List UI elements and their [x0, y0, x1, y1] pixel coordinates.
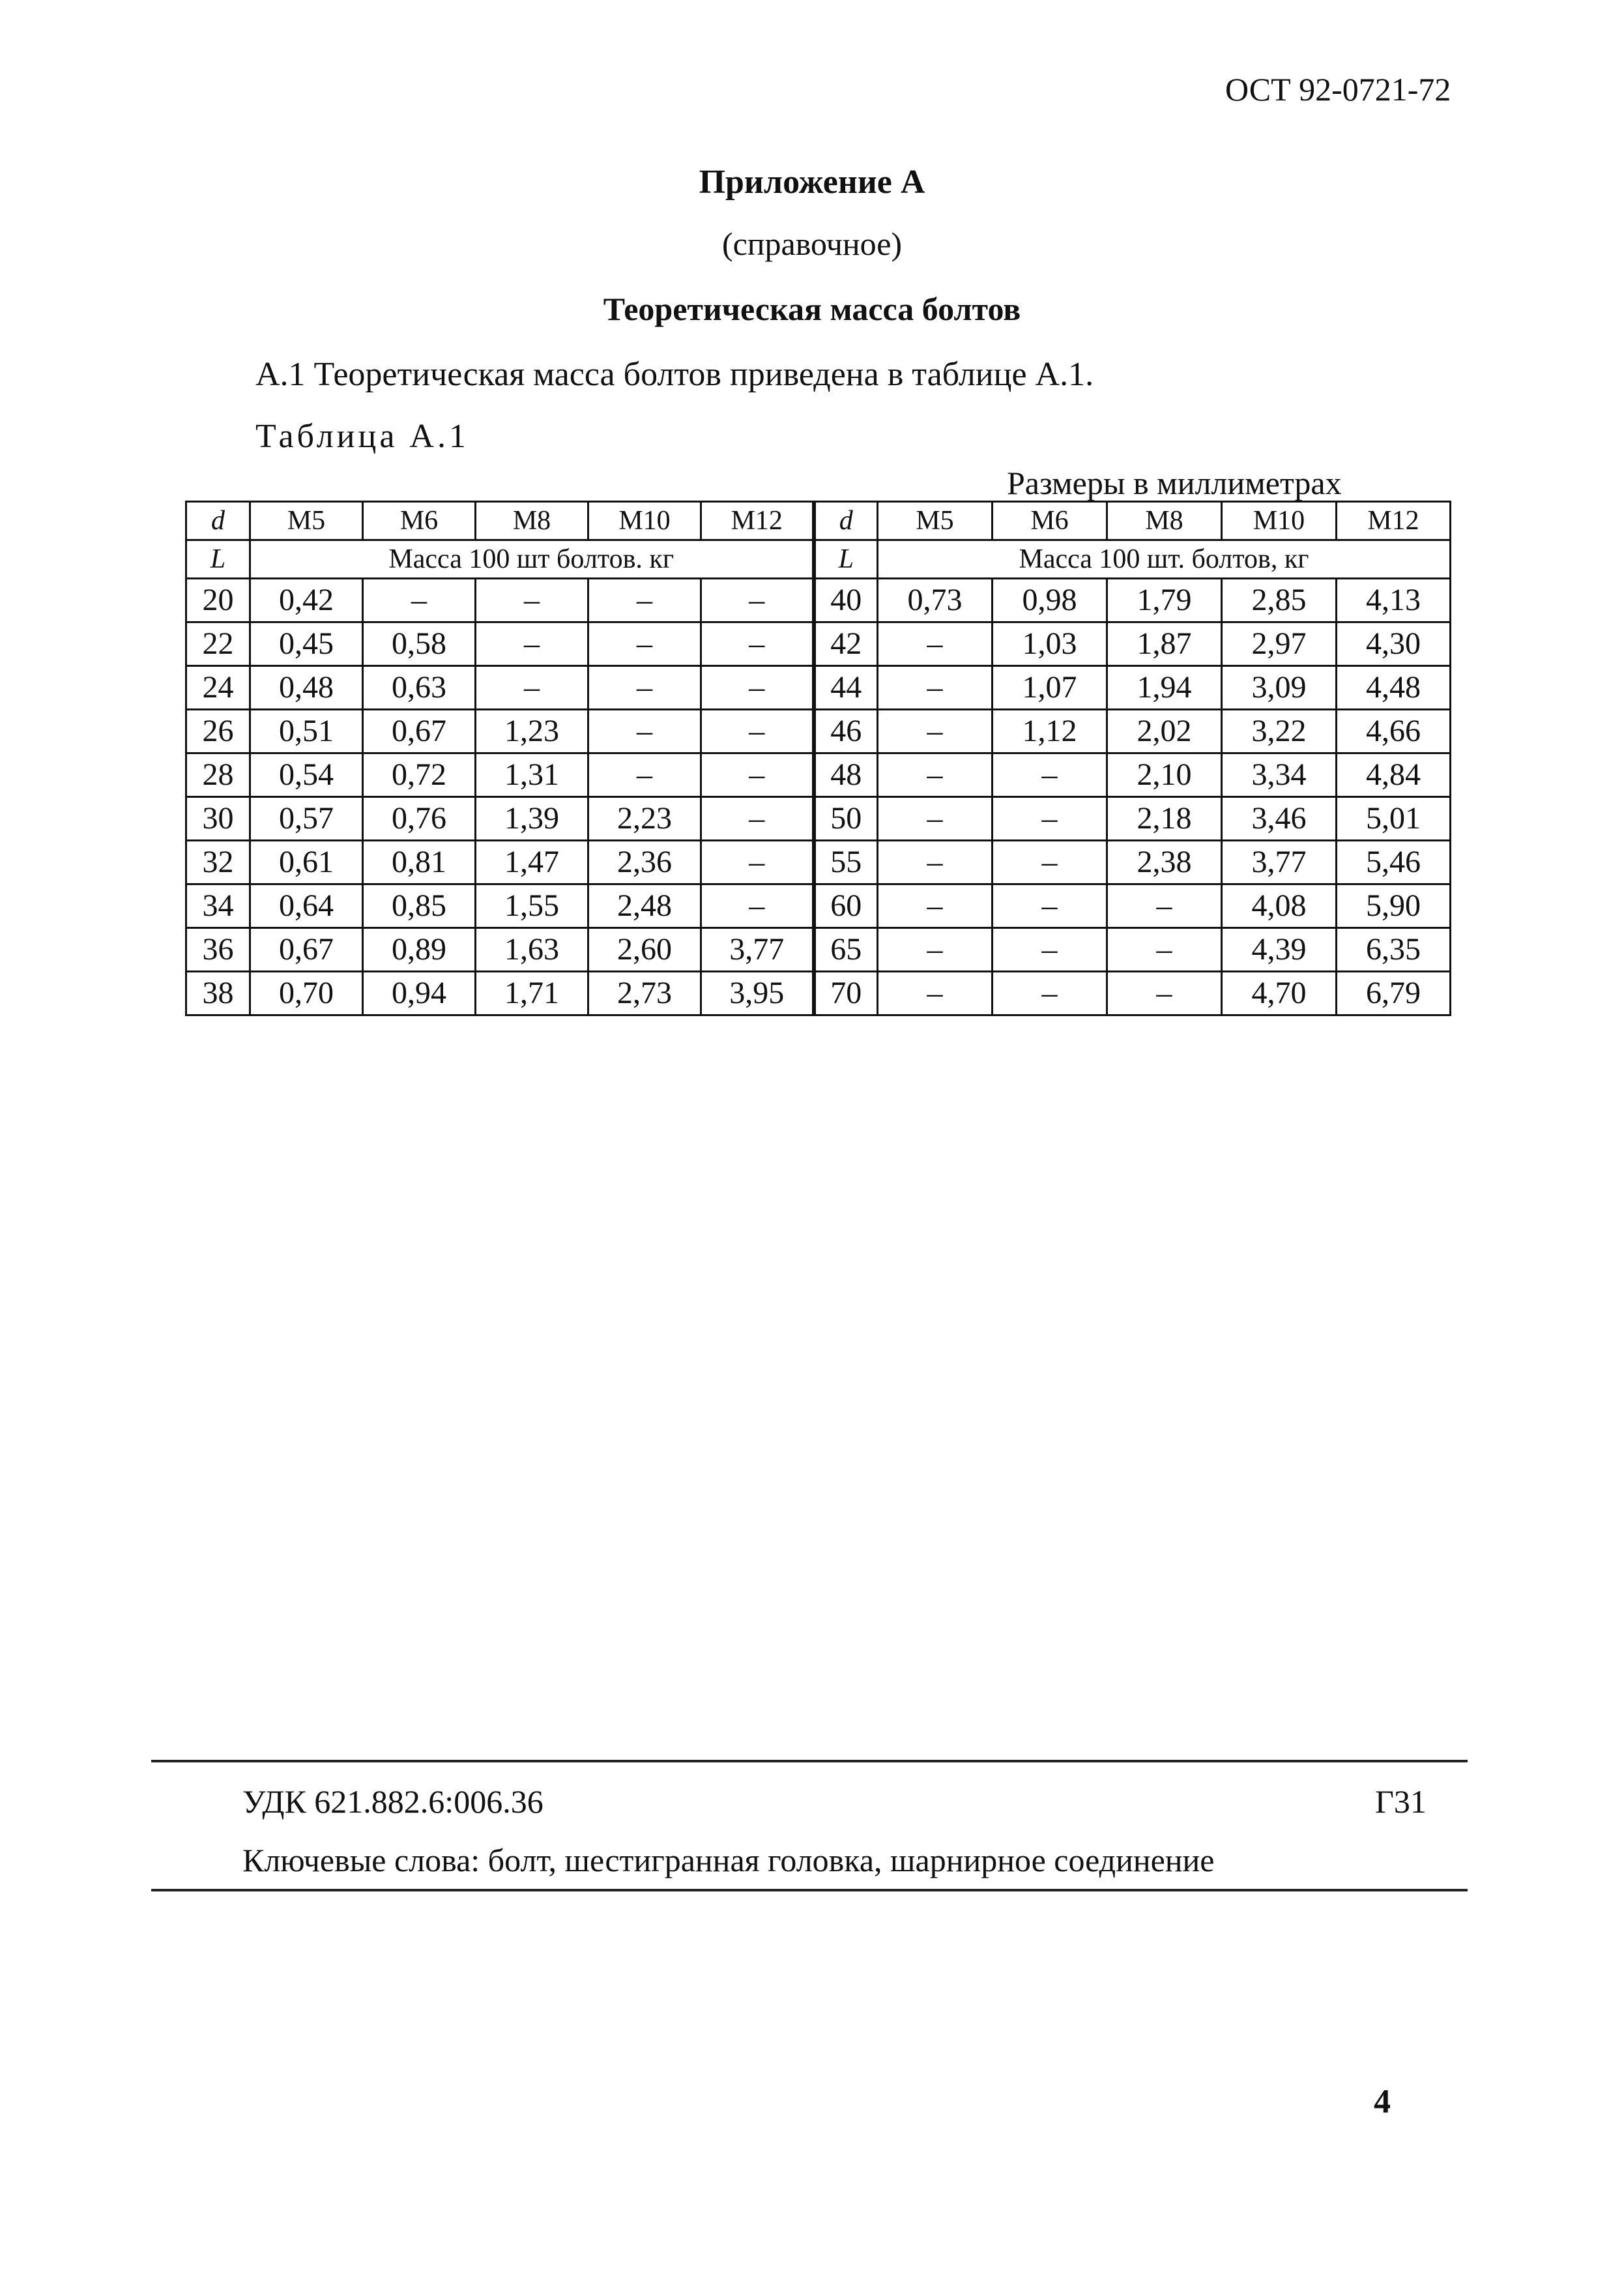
mass-cell: 0,61: [250, 841, 363, 884]
header-cell-size: М10: [588, 502, 701, 540]
length-cell: 30: [186, 797, 250, 841]
table-caption: Таблица А.1: [255, 418, 469, 455]
footer-rule-top: [151, 1760, 1468, 1762]
header-cell-size: М12: [701, 502, 814, 540]
mass-cell: –: [878, 666, 993, 710]
mass-cell: 0,57: [250, 797, 363, 841]
mass-cell: –: [878, 622, 993, 666]
header-cell-mass-right: Масса 100 шт. болтов, кг: [878, 540, 1451, 579]
length-cell: 46: [814, 710, 878, 753]
mass-cell: 2,48: [588, 884, 701, 928]
mass-cell: 0,67: [250, 928, 363, 972]
mass-cell: 0,48: [250, 666, 363, 710]
header-cell-size: М6: [363, 502, 476, 540]
table-row: [186, 884, 1451, 928]
length-cell: 32: [186, 841, 250, 884]
mass-cell: 4,70: [1222, 972, 1337, 1015]
length-cell: 65: [814, 928, 878, 972]
units-note: Размеры в миллиметрах: [1007, 465, 1342, 501]
length-cell: 40: [814, 579, 878, 622]
mass-cell: 4,30: [1337, 622, 1451, 666]
mass-cell: –: [993, 753, 1107, 797]
mass-cell: 4,84: [1337, 753, 1451, 797]
mass-cell: –: [701, 884, 814, 928]
mass-cell: 0,51: [250, 710, 363, 753]
mass-cell: –: [878, 884, 993, 928]
mass-cell: –: [476, 579, 588, 622]
length-cell: 20: [186, 579, 250, 622]
mass-cell: –: [878, 972, 993, 1015]
table-row: [186, 710, 1451, 753]
header-cell-size: М8: [476, 502, 588, 540]
udk-code: УДК 621.882.6:006.36: [242, 1783, 544, 1820]
table-row: [186, 753, 1451, 797]
mass-cell: 0,81: [363, 841, 476, 884]
mass-cell: 0,76: [363, 797, 476, 841]
mass-cell: 0,72: [363, 753, 476, 797]
header-row-mass: [186, 540, 1451, 579]
table-row: [186, 841, 1451, 884]
mass-cell: –: [588, 666, 701, 710]
header-cell-size: М12: [1337, 502, 1451, 540]
header-cell-L: L: [814, 540, 878, 579]
mass-cell: 5,01: [1337, 797, 1451, 841]
mass-cell: 4,13: [1337, 579, 1451, 622]
mass-cell: –: [701, 666, 814, 710]
mass-cell: –: [701, 841, 814, 884]
mass-cell: 1,23: [476, 710, 588, 753]
table-row: [186, 797, 1451, 841]
length-cell: 42: [814, 622, 878, 666]
mass-cell: –: [363, 579, 476, 622]
appendix-subtitle: (справочное): [721, 226, 903, 262]
mass-cell: 6,35: [1337, 928, 1451, 972]
length-cell: 48: [814, 753, 878, 797]
length-cell: 60: [814, 884, 878, 928]
appendix-title: Приложение А: [699, 164, 925, 201]
header-row-sizes: [186, 502, 1451, 540]
table-row: [186, 579, 1451, 622]
mass-cell: 0,63: [363, 666, 476, 710]
mass-cell: –: [701, 753, 814, 797]
header-cell-size: М5: [250, 502, 363, 540]
mass-cell: 4,48: [1337, 666, 1451, 710]
mass-cell: –: [993, 972, 1107, 1015]
mass-cell: 1,03: [993, 622, 1107, 666]
mass-cell: 0,98: [993, 579, 1107, 622]
mass-cell: 2,85: [1222, 579, 1337, 622]
mass-cell: 0,89: [363, 928, 476, 972]
mass-cell: 0,94: [363, 972, 476, 1015]
mass-cell: –: [588, 710, 701, 753]
mass-cell: 5,46: [1337, 841, 1451, 884]
mass-cell: 5,90: [1337, 884, 1451, 928]
mass-cell: 2,38: [1107, 841, 1222, 884]
mass-cell: –: [588, 753, 701, 797]
mass-cell: 1,87: [1107, 622, 1222, 666]
mass-cell: 0,45: [250, 622, 363, 666]
page-number: 4: [1374, 2083, 1391, 2120]
mass-cell: –: [588, 579, 701, 622]
header-cell-mass-left: Масса 100 шт болтов. кг: [250, 540, 814, 579]
mass-cell: 0,54: [250, 753, 363, 797]
mass-cell: –: [993, 928, 1107, 972]
table-body: [186, 502, 1451, 1015]
mass-cell: 3,46: [1222, 797, 1337, 841]
classification-code: Г31: [1375, 1783, 1427, 1820]
mass-cell: 4,39: [1222, 928, 1337, 972]
mass-cell: 2,18: [1107, 797, 1222, 841]
length-cell: 38: [186, 972, 250, 1015]
header-cell-L: L: [186, 540, 250, 579]
mass-cell: 2,23: [588, 797, 701, 841]
mass-cell: –: [993, 884, 1107, 928]
mass-cell: 1,39: [476, 797, 588, 841]
mass-cell: 3,22: [1222, 710, 1337, 753]
footer-rule-bottom: [151, 1889, 1468, 1891]
length-cell: 34: [186, 884, 250, 928]
mass-cell: 2,02: [1107, 710, 1222, 753]
length-cell: 44: [814, 666, 878, 710]
mass-cell: 2,73: [588, 972, 701, 1015]
mass-cell: –: [701, 797, 814, 841]
header-cell-size: М6: [993, 502, 1107, 540]
mass-cell: 0,42: [250, 579, 363, 622]
mass-cell: –: [878, 928, 993, 972]
mass-cell: 3,34: [1222, 753, 1337, 797]
bolt-mass-table: [185, 501, 1451, 1016]
mass-cell: 4,66: [1337, 710, 1451, 753]
header-cell-d: d: [814, 502, 878, 540]
table-row: [186, 622, 1451, 666]
mass-cell: 6,79: [1337, 972, 1451, 1015]
document-code: ОСТ 92-0721-72: [1225, 71, 1451, 108]
length-cell: 50: [814, 797, 878, 841]
table-row: [186, 666, 1451, 710]
mass-cell: –: [878, 797, 993, 841]
length-cell: 26: [186, 710, 250, 753]
mass-cell: 0,64: [250, 884, 363, 928]
mass-cell: –: [1107, 972, 1222, 1015]
mass-cell: 0,85: [363, 884, 476, 928]
mass-cell: 3,09: [1222, 666, 1337, 710]
length-cell: 36: [186, 928, 250, 972]
length-cell: 22: [186, 622, 250, 666]
mass-cell: –: [993, 797, 1107, 841]
mass-cell: –: [1107, 928, 1222, 972]
length-cell: 24: [186, 666, 250, 710]
mass-cell: 0,73: [878, 579, 993, 622]
mass-cell: 1,79: [1107, 579, 1222, 622]
mass-cell: –: [701, 579, 814, 622]
keywords: Ключевые слова: болт, шестигранная головка, шарнирное соединение: [242, 1842, 1215, 1878]
mass-cell: 2,36: [588, 841, 701, 884]
mass-cell: –: [701, 710, 814, 753]
mass-cell: 4,08: [1222, 884, 1337, 928]
mass-cell: 1,55: [476, 884, 588, 928]
mass-cell: 2,97: [1222, 622, 1337, 666]
mass-cell: 0,58: [363, 622, 476, 666]
mass-cell: 1,71: [476, 972, 588, 1015]
mass-cell: –: [1107, 884, 1222, 928]
mass-cell: –: [476, 622, 588, 666]
header-cell-size: М10: [1222, 502, 1337, 540]
mass-cell: –: [993, 841, 1107, 884]
mass-cell: 1,63: [476, 928, 588, 972]
length-cell: 70: [814, 972, 878, 1015]
mass-cell: 1,94: [1107, 666, 1222, 710]
mass-cell: 3,77: [1222, 841, 1337, 884]
mass-cell: –: [476, 666, 588, 710]
mass-cell: 1,07: [993, 666, 1107, 710]
mass-cell: 2,10: [1107, 753, 1222, 797]
table-row: [186, 928, 1451, 972]
intro-paragraph: А.1 Теоретическая масса болтов приведена в таблице А.1.: [255, 356, 1094, 393]
mass-cell: 1,47: [476, 841, 588, 884]
header-cell-size: М8: [1107, 502, 1222, 540]
mass-cell: –: [588, 622, 701, 666]
mass-cell: 0,70: [250, 972, 363, 1015]
mass-cell: 2,60: [588, 928, 701, 972]
mass-cell: 3,77: [701, 928, 814, 972]
table-row: [186, 972, 1451, 1015]
header-cell-size: М5: [878, 502, 993, 540]
section-title: Теоретическая масса болтов: [603, 291, 1021, 327]
length-cell: 55: [814, 841, 878, 884]
mass-cell: 0,67: [363, 710, 476, 753]
mass-cell: 3,95: [701, 972, 814, 1015]
mass-cell: –: [878, 710, 993, 753]
mass-cell: 1,31: [476, 753, 588, 797]
header-cell-d: d: [186, 502, 250, 540]
mass-cell: –: [878, 753, 993, 797]
mass-cell: –: [701, 622, 814, 666]
mass-cell: –: [878, 841, 993, 884]
mass-cell: 1,12: [993, 710, 1107, 753]
length-cell: 28: [186, 753, 250, 797]
